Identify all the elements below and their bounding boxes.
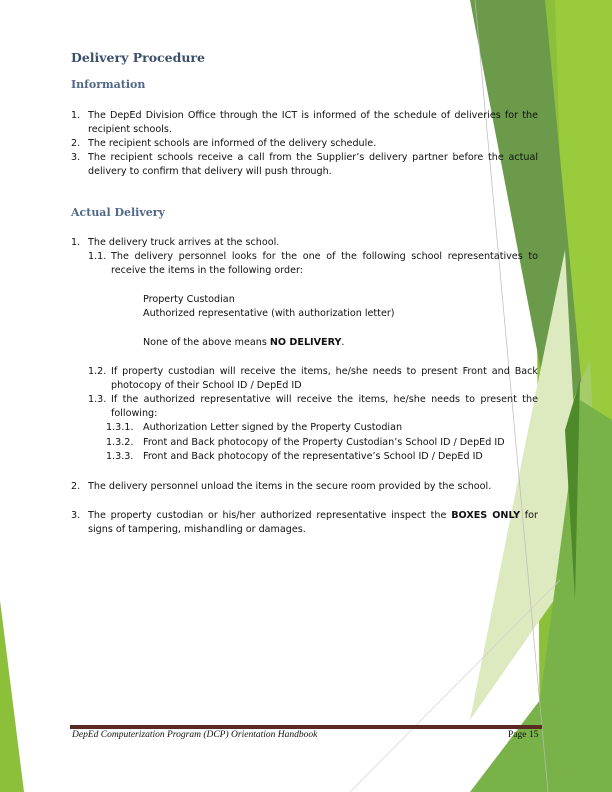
item-number: 1.3. [88,394,107,405]
sub-item [88,250,538,278]
item-number: 1.3.2. [106,437,134,448]
sub-sub-item [106,436,505,450]
item-number: 3. [71,510,81,521]
item-text-start: The property custodian or his/her authorized representative inspect the [88,510,452,521]
item-text: The delivery personnel looks for the one of the following school representatives to receive the items in the following order: [111,251,538,276]
item-text: If property custodian will receive the items, he/she needs to present Front and Back photocopy of their School ID / DepEd ID [111,366,538,391]
item-text-end: for signs of tampering, mishandling or damages. [88,510,538,535]
item-text: Front and Back photocopy of the Property Custodian’s School ID / DepEd ID [143,437,505,448]
page-title: Delivery Procedure [71,50,205,65]
note-text: None of the above means [143,337,270,348]
item-number: 2. [71,481,81,492]
item-number: 1. [71,110,81,121]
sub-item [88,393,538,421]
representative-option: Authorized representative (with authorization letter) [143,308,395,319]
item-text: The recipient schools receive a call from the Supplier’s delivery partner before the actual delivery to confirm that delivery will push through. [88,152,538,177]
item-text: The recipient schools are informed of the delivery schedule. [88,138,377,149]
list-item [71,151,538,179]
item-text: If the authorized representative will receive the items, he/she needs to present the following: [111,394,538,419]
item-text: The DepEd Division Office through the ICT is informed of the schedule of deliveries for the recipient schools. [88,110,538,135]
list-item [71,137,538,151]
item-text: The delivery personnel unload the items in the secure room provided by the school. [88,481,492,492]
item-text [88,509,538,537]
page-number: Page 15 [508,730,539,740]
item-text: Front and Back photocopy of the representative’s School ID / DepEd ID [143,451,483,462]
item-number: 1.3.1. [106,422,134,433]
note-end: . [341,337,345,348]
list-item [71,480,538,494]
list-item [71,109,538,137]
item-number: 1.2. [88,366,107,377]
item-text: Authorization Letter signed by the Property Custodian [143,422,403,433]
item-number: 1.1. [88,251,107,262]
section-heading-information: Information [71,78,146,91]
item-number: 1. [71,237,81,248]
item-text: The delivery truck arrives at the school. [88,237,280,248]
item-number: 1.3.3. [106,451,134,462]
list-item [71,509,538,537]
sub-sub-item [106,450,483,464]
note-bold: NO DELIVERY [269,337,342,348]
item-text-bold: BOXES ONLY [451,510,521,521]
no-delivery-note [143,336,344,350]
item-number: 2. [71,138,81,149]
section-heading-actual-delivery: Actual Delivery [71,206,165,219]
footer-handbook-title: DepEd Computerization Program (DCP) Orientation Handbook [72,730,318,740]
representative-option: Property Custodian [143,294,235,305]
list-item [71,236,538,250]
sub-sub-item [106,421,402,435]
item-number: 3. [71,152,81,163]
footer-rule [70,725,542,729]
sub-item [88,365,538,393]
